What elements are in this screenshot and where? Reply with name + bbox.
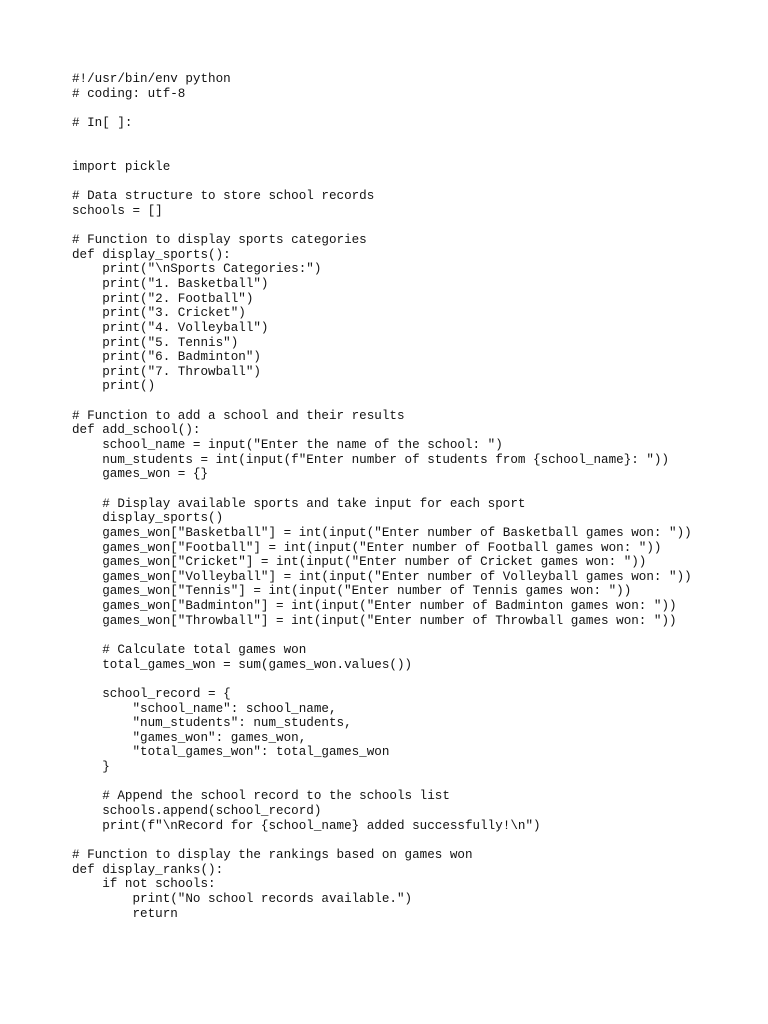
code-line: [72, 174, 692, 189]
code-line: print("2. Football"): [72, 291, 254, 306]
code-line: [72, 145, 692, 160]
code-line: # Append the school record to the schools list: [72, 789, 450, 804]
code-line: games_won["Cricket"] = int(input("Enter number of Cricket games won: ")): [72, 555, 647, 570]
code-line: # Function to display sports categories: [72, 233, 367, 248]
code-line: [72, 628, 692, 643]
code-line: print("4. Volleyball"): [72, 320, 269, 335]
code-line: # Function to add a school and their results: [72, 408, 405, 423]
code-line: #!/usr/bin/env python: [72, 72, 231, 86]
code-line: games_won["Throwball"] = int(input("Enter number of Throwball games won: ")): [72, 613, 677, 628]
code-line: [72, 482, 692, 497]
code-line: print("3. Cricket"): [72, 306, 246, 321]
code-line: [72, 218, 692, 233]
code-line: print("6. Badminton"): [72, 350, 261, 365]
code-line: schools = []: [72, 203, 163, 218]
code-line: games_won["Basketball"] = int(input("Enter number of Basketball games won: ")): [72, 525, 692, 540]
code-line: [72, 131, 692, 146]
code-line: [72, 672, 692, 687]
code-line: print("5. Tennis"): [72, 335, 239, 350]
code-line: }: [72, 760, 110, 775]
code-line: print(): [72, 379, 156, 394]
code-line: total_games_won = sum(games_won.values()): [72, 657, 413, 672]
code-line: # Calculate total games won: [72, 642, 307, 657]
code-line: # Data structure to store school records: [72, 189, 375, 204]
code-line: "games_won": games_won,: [72, 730, 307, 745]
code-line: # Function to display the rankings based on games won: [72, 847, 473, 862]
code-line: def display_ranks():: [72, 862, 224, 877]
code-line: # coding: utf-8: [72, 86, 186, 101]
code-line: games_won["Football"] = int(input("Enter number of Football games won: ")): [72, 540, 662, 555]
code-line: [72, 394, 692, 409]
code-line: def add_school():: [72, 423, 201, 438]
code-line: games_won["Tennis"] = int(input("Enter number of Tennis games won: ")): [72, 584, 632, 599]
code-line: if not schools:: [72, 877, 216, 892]
code-listing: [72, 72, 692, 921]
code-line: "school_name": school_name,: [72, 701, 337, 716]
code-line: display_sports(): [72, 511, 224, 526]
code-line: [72, 101, 692, 116]
code-line: print("No school records available."): [72, 891, 413, 906]
code-line: games_won = {}: [72, 467, 209, 482]
code-line: print("7. Throwball"): [72, 364, 261, 379]
code-line: games_won["Volleyball"] = int(input("Enter number of Volleyball games won: ")): [72, 569, 692, 584]
code-line: school_name = input("Enter the name of the school: "): [72, 438, 503, 453]
code-line: print("\nSports Categories:"): [72, 262, 322, 277]
code-line: print("1. Basketball"): [72, 276, 269, 291]
code-line: import pickle: [72, 159, 171, 174]
code-line: "num_students": num_students,: [72, 716, 352, 731]
code-line: "total_games_won": total_games_won: [72, 745, 390, 760]
code-line: school_record = {: [72, 686, 231, 701]
code-line: # Display available sports and take input for each sport: [72, 496, 526, 511]
code-line: print(f"\nRecord for {school_name} added successfully!\n"): [72, 818, 541, 833]
code-line: def display_sports():: [72, 247, 231, 262]
code-line: [72, 833, 692, 848]
code-line: schools.append(school_record): [72, 804, 322, 819]
code-line: num_students = int(input(f"Enter number of students from {school_name}: ")): [72, 452, 670, 467]
code-line: games_won["Badminton"] = int(input("Enter number of Badminton games won: ")): [72, 599, 677, 614]
code-line: [72, 775, 692, 790]
code-line: # In[ ]:: [72, 115, 133, 130]
code-line: return: [72, 906, 178, 921]
